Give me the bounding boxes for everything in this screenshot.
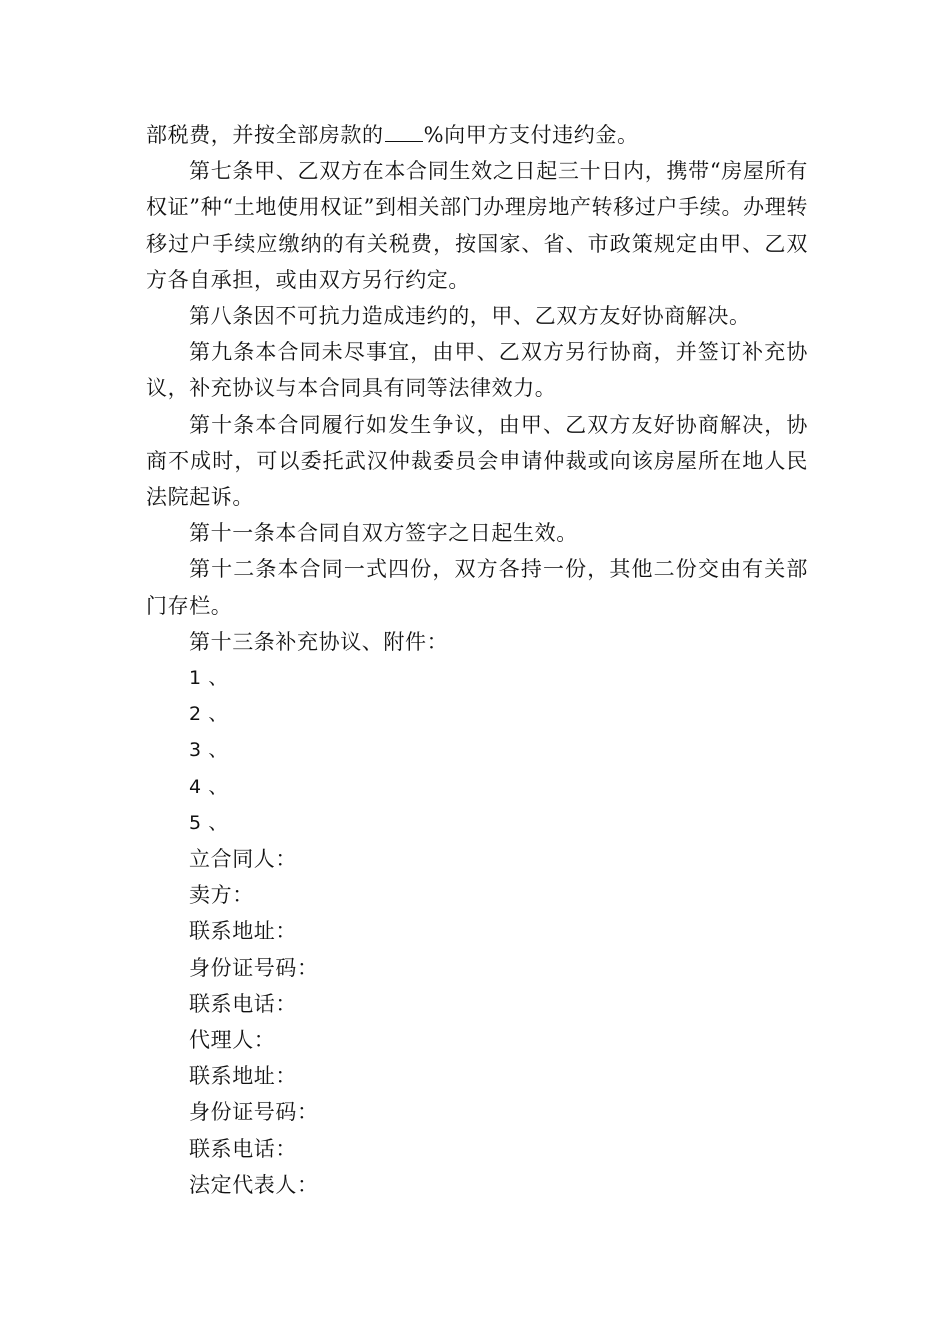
document-body (146, 117, 808, 1203)
attachment-item-2: 2 、 (189, 703, 228, 726)
attachment-item-5: 5 、 (189, 811, 228, 834)
legal-representative-label: 法定代表人： (189, 1172, 319, 1197)
article-7: 第七条甲、乙双方在本合同生效之日起三十日内，携带“房屋所有权证”种“土地使用权证”到相关部门办理房地产转移过户手续。办理转移过户手续应缴纳的有关税费，按国家、省、市政策规定由甲、乙双方各自承担，或由双方另行约定。 (146, 159, 808, 292)
article-10: 第十条本合同履行如发生争议，由甲、乙双方友好协商解决，协商不成时，可以委托武汉仲裁委员会申请仲裁或向该房屋所在地人民法院起诉。 (146, 412, 808, 510)
article-8: 第八条因不可抗力造成违约的，甲、乙双方友好协商解决。 (189, 304, 751, 329)
penalty-clause-tail: %向甲方支付违约金。 (423, 123, 639, 147)
seller-phone-label: 联系电话： (189, 991, 297, 1016)
penalty-clause-line (146, 117, 808, 153)
agent-label: 代理人： (189, 1028, 276, 1053)
attachment-item-1: 1 、 (189, 667, 228, 690)
attachment-item-3: 3 、 (189, 739, 228, 762)
percentage-blank (385, 121, 423, 142)
signatory-heading: 立合同人： (189, 847, 297, 872)
penalty-clause-text: 部税费，并按全部房款的 (146, 123, 384, 147)
seller-label: 卖方： (189, 883, 254, 908)
article-12: 第十二条本合同一式四份，双方各持一份，其他二份交由有关部门存栏。 (146, 557, 808, 618)
article-13: 第十三条补充协议、附件： (189, 629, 449, 654)
article-9: 第九条本合同未尽事宜，由甲、乙双方另行协商，并签订补充协议，补充协议与本合同具有同等法律效力。 (146, 340, 808, 401)
agent-address-label: 联系地址： (189, 1064, 297, 1089)
seller-address-label: 联系地址： (189, 919, 297, 944)
seller-id-label: 身份证号码： (189, 955, 319, 980)
article-11: 第十一条本合同自双方签字之日起生效。 (189, 521, 578, 546)
agent-id-label: 身份证号码： (189, 1100, 319, 1125)
attachment-item-4: 4 、 (189, 775, 228, 798)
agent-phone-label: 联系电话： (189, 1136, 297, 1161)
